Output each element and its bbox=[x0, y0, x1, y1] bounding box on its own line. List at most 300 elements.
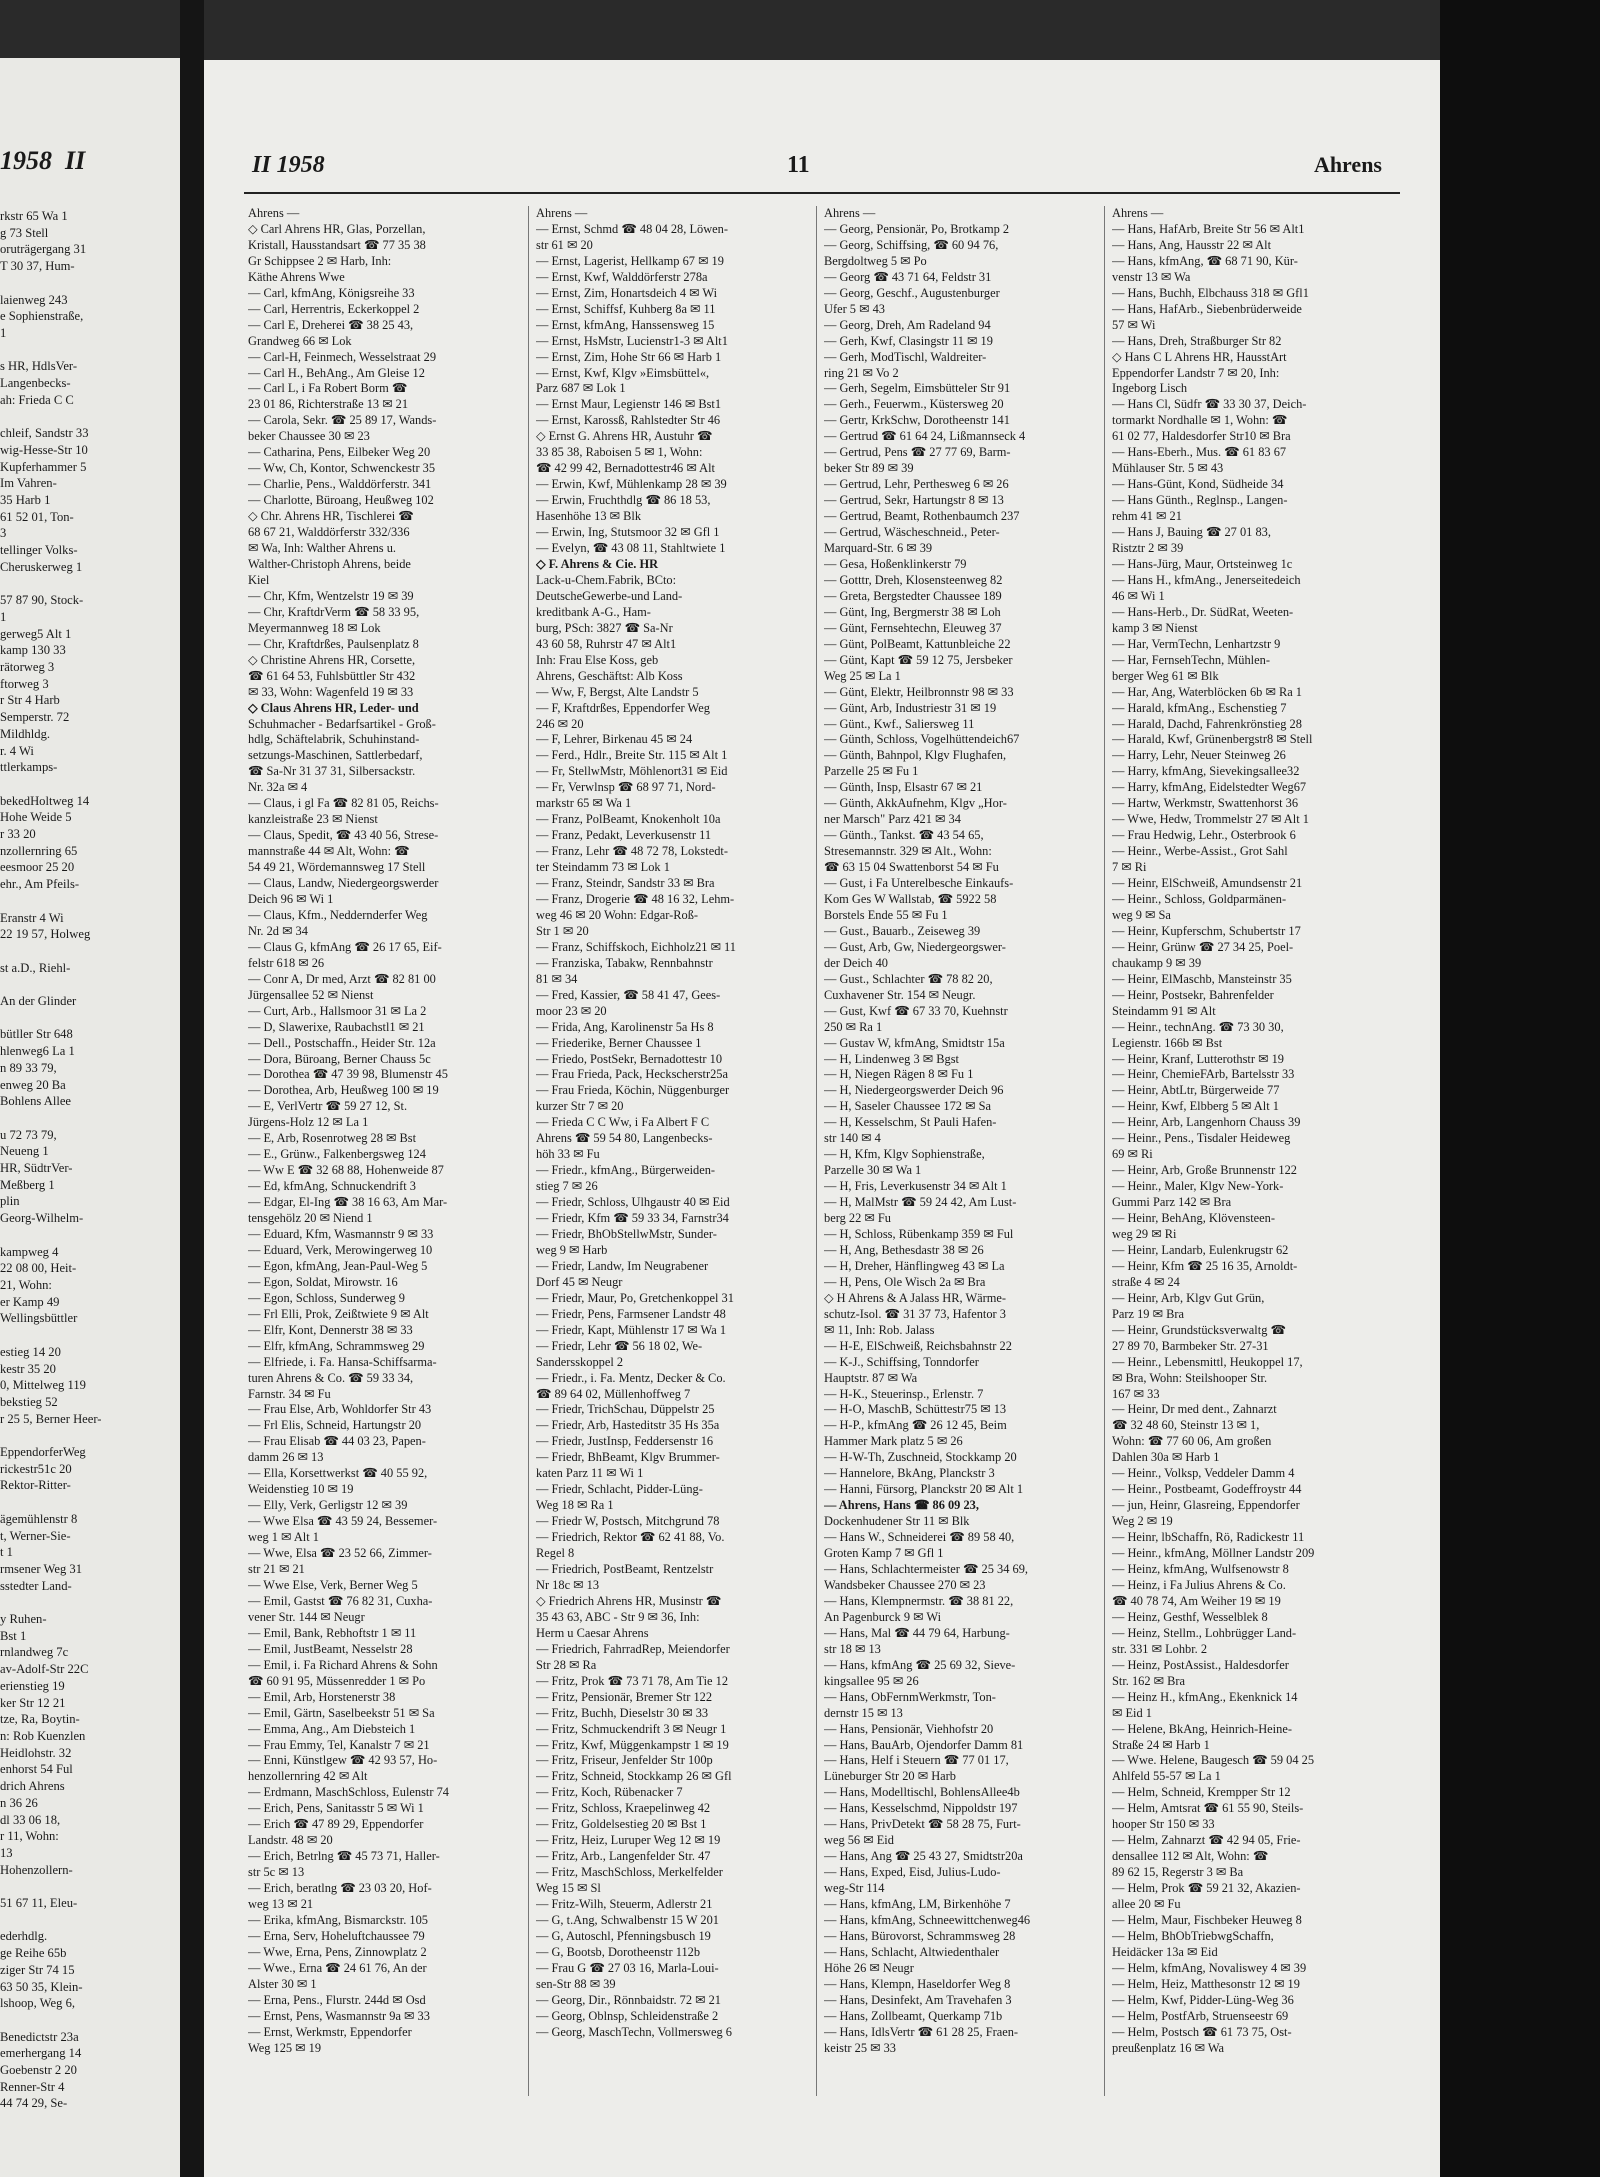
directory-entry-line: — Gust., Bauarb., Zeiseweg 39 bbox=[824, 923, 981, 938]
directory-entry-line: — Carl E, Dreherei ☎ 38 25 43, bbox=[248, 317, 414, 332]
left-page-line: r. 4 Wi bbox=[0, 743, 34, 758]
left-page-line: 44 74 29, Se- bbox=[0, 2096, 68, 2111]
directory-entry-line: ✉ 11, Inh: Rob. Jalass bbox=[824, 1322, 935, 1337]
directory-entry-line: — Heinr, Kfm ☎ 25 16 35, Arnoldt- bbox=[1112, 1258, 1298, 1273]
directory-entry-line: — Harry, kfmAng, Sievekingsallee32 bbox=[1112, 764, 1300, 779]
left-page-line: r Str 4 Harb bbox=[0, 693, 60, 708]
directory-entry-line: 250 ✉ Ra 1 bbox=[824, 1019, 883, 1034]
left-page-line: 13 bbox=[0, 1845, 13, 1860]
directory-entry-line: — Emil, Arb, Horstenerstr 38 bbox=[248, 1689, 396, 1704]
directory-entry-line: 7 ✉ Ri bbox=[1112, 860, 1147, 875]
left-page-line: 1 bbox=[0, 325, 7, 340]
directory-entry-line: — Hans, kfmAng ☎ 25 69 32, Sieve- bbox=[824, 1657, 1016, 1672]
directory-entry-line: Kom Ges W Wallstab, ☎ 5922 58 bbox=[824, 891, 997, 906]
directory-entry-line: Hauptstr. 87 ✉ Wa bbox=[824, 1370, 918, 1385]
left-page-line: Im Vahren- bbox=[0, 476, 57, 491]
left-page-line: 63 50 35, Klein- bbox=[0, 1979, 83, 1994]
directory-entry-line: turen Ahrens & Co. ☎ 59 33 34, bbox=[248, 1370, 414, 1385]
directory-entry-line: — Chr, Kfm, Wentzelstr 19 ✉ 39 bbox=[248, 588, 414, 603]
directory-entry-line: vener Str. 144 ✉ Neugr bbox=[248, 1609, 365, 1624]
left-page-line: rkstr 65 Wa 1 bbox=[0, 209, 68, 223]
left-page-line: oruträgergang 31 bbox=[0, 242, 87, 257]
directory-entry-line: schutz-Isol. ☎ 31 37 73, Hafentor 3 bbox=[824, 1306, 1006, 1321]
left-page-line: estieg 14 20 bbox=[0, 1344, 61, 1359]
directory-entry-line: — Emil, Bank, Rebhoftstr 1 ✉ 11 bbox=[248, 1625, 417, 1640]
left-page-line: An der Glinder bbox=[0, 994, 77, 1009]
directory-entry-line: tormarkt Nordhalle ✉ 1, Wohn: ☎ bbox=[1112, 413, 1288, 428]
left-page-line: Langenbecks- bbox=[0, 376, 71, 391]
directory-entry-line: — Friedo, PostSekr, Bernadottestr 10 bbox=[536, 1051, 723, 1066]
left-page-line: hlenweg6 La 1 bbox=[0, 1044, 75, 1059]
directory-entry-line: — Harald, Kwf, Grünenbergstr8 ✉ Stell bbox=[1112, 732, 1313, 747]
directory-entry-line: — Erich, beratlng ☎ 23 03 20, Hof- bbox=[248, 1881, 432, 1896]
directory-entry-line: tensgehölz 20 ✉ Niend 1 bbox=[248, 1211, 373, 1226]
directory-entry-line: — Erna, Serv, Hoheluftchaussee 79 bbox=[248, 1928, 425, 1943]
directory-entry-line: Groten Kamp 7 ✉ Gfl 1 bbox=[824, 1546, 944, 1561]
directory-entry-line: — Georg, Geschf., Augustenburger bbox=[824, 285, 1000, 300]
directory-entry-line: — Dorothea ☎ 47 39 98, Blumenstr 45 bbox=[248, 1067, 448, 1082]
directory-entry-line: — Günt, Fernsehtechn, Eleuweg 37 bbox=[824, 620, 1002, 635]
directory-entry-line: — Gertr, KrkSchw, Dorotheenstr 141 bbox=[824, 413, 1010, 428]
left-page-line: Wellingsbüttler bbox=[0, 1311, 78, 1326]
directory-entry-line: — H, Niegen Rägen 8 ✉ Fu 1 bbox=[824, 1067, 974, 1082]
directory-column-1 bbox=[248, 206, 520, 2057]
directory-entry-line: — Erdmann, MaschSchloss, Eulenstr 74 bbox=[248, 1785, 449, 1800]
directory-entry-line: Weg 15 ✉ Sl bbox=[536, 1881, 601, 1896]
directory-entry-line: beker Str 89 ✉ 39 bbox=[824, 461, 914, 476]
directory-entry-line: — Friedr, Kapt, Mühlenstr 17 ✉ Wa 1 bbox=[536, 1322, 727, 1337]
directory-entry-line: — Ernst, Kwf, Walddörferstr 278a bbox=[536, 269, 708, 284]
directory-entry-line: Schuhmacher - Bedarfsartikel - Groß- bbox=[248, 716, 436, 731]
directory-entry-line: — Heinr., Lebensmittl, Heukoppel 17, bbox=[1112, 1354, 1303, 1369]
directory-entry-line: — Hans, IdlsVertr ☎ 61 28 25, Fraen- bbox=[824, 2024, 1019, 2039]
directory-entry-line: — Hans, Helf i Steuern ☎ 77 01 17, bbox=[824, 1753, 1009, 1768]
directory-entry-line: — Friedr., kfmAng., Bürgerweiden- bbox=[536, 1163, 716, 1178]
directory-entry-line: — Egon, kfmAng, Jean-Paul-Weg 5 bbox=[248, 1258, 428, 1273]
directory-column-4 bbox=[1112, 206, 1384, 2057]
directory-entry-line: — Friedr., i. Fa. Mentz, Decker & Co. bbox=[536, 1370, 726, 1385]
directory-entry-line: — Helm, Kwf, Pidder-Lüng-Weg 36 bbox=[1112, 1992, 1294, 2007]
directory-entry-line: — Heinz, Stellm., Lohbrügger Land- bbox=[1112, 1625, 1297, 1640]
directory-entry-line: — F, Kraftdrßes, Eppendorfer Weg bbox=[536, 700, 710, 715]
directory-entry-line: — H, Dreher, Hänflingweg 43 ✉ La bbox=[824, 1258, 1005, 1273]
directory-entry-line: — Hans H., kfmAng., Jenerseitedeich bbox=[1112, 572, 1301, 587]
directory-entry-line: Parz 19 ✉ Bra bbox=[1112, 1306, 1184, 1321]
directory-entry-line: — Frau Emmy, Tel, Kanalstr 7 ✉ 21 bbox=[248, 1737, 430, 1752]
directory-entry-line: — Georg, Schiffsing, ☎ 60 94 76, bbox=[824, 237, 999, 252]
directory-entry-line: Landstr. 48 ✉ 20 bbox=[248, 1833, 333, 1848]
directory-entry-line: — Friedr, Lehr ☎ 56 18 02, We- bbox=[536, 1338, 703, 1353]
directory-entry-line: — Heinr, Arb, Große Brunnenstr 122 bbox=[1112, 1163, 1297, 1178]
directory-entry-line: — Eduard, Kfm, Wasmannstr 9 ✉ 33 bbox=[248, 1227, 434, 1241]
left-page-line: ederhdlg. bbox=[0, 1929, 48, 1944]
left-page-line: rmsener Weg 31 bbox=[0, 1561, 82, 1576]
directory-entry-line: — Friedr, Arb, Hasteditstr 35 Hs 35a bbox=[536, 1418, 720, 1433]
directory-entry-line: Regel 8 bbox=[536, 1546, 575, 1561]
directory-entry-line: Herm u Caesar Ahrens bbox=[536, 1625, 649, 1640]
left-page-line: 21, Wohn: bbox=[0, 1278, 52, 1292]
directory-entry-line: — Hans, Klempn, Haseldorfer Weg 8 bbox=[824, 1976, 1011, 1991]
directory-entry-line: ☎ Sa-Nr 31 37 31, Silbersackstr. bbox=[248, 764, 416, 779]
directory-entry-line: — Hans, Schlacht, Altwiedenthaler bbox=[824, 1944, 1000, 1959]
directory-entry-line: 89 62 15, Regerstr 3 ✉ Ba bbox=[1112, 1865, 1244, 1880]
directory-entry-line: Grandweg 66 ✉ Lok bbox=[248, 333, 352, 348]
directory-entry-line: — Ella, Korsettwerkst ☎ 40 55 92, bbox=[248, 1466, 428, 1481]
directory-entry-line: ◇ F. Ahrens & Cie. HR bbox=[536, 556, 659, 571]
directory-entry-line: 23 01 86, Richterstraße 13 ✉ 21 bbox=[248, 397, 409, 412]
directory-entry-line: felstr 618 ✉ 26 bbox=[248, 955, 325, 970]
directory-entry-line: — Gustav W, kfmAng, Smidtstr 15a bbox=[824, 1035, 1005, 1050]
directory-entry-line: weg-Str 114 bbox=[824, 1881, 885, 1896]
directory-entry-line: — Hans, Klempnermstr. ☎ 38 81 22, bbox=[824, 1593, 1014, 1608]
directory-entry-line: ◇ Claus Ahrens HR, Leder- und bbox=[248, 700, 419, 715]
directory-entry-line: chaukamp 9 ✉ 39 bbox=[1112, 955, 1202, 970]
left-page-line: Hohenzollern- bbox=[0, 1862, 73, 1877]
directory-entry-line: — Egon, Soldat, Mirowstr. 16 bbox=[248, 1274, 398, 1289]
directory-entry-line: — Günth, Schloss, Vogelhüttendeich67 bbox=[824, 732, 1020, 747]
directory-entry-line: — Ernst, Schmd ☎ 48 04 28, Löwen- bbox=[536, 221, 728, 236]
directory-entry-line: — Claus G, kfmAng ☎ 26 17 65, Eif- bbox=[248, 939, 442, 954]
directory-entry-line: Jürgensallee 52 ✉ Nienst bbox=[248, 987, 374, 1002]
directory-entry-line: — Friedr, Landw, Im Neugrabener bbox=[536, 1258, 709, 1273]
left-page-line bbox=[0, 1327, 180, 1344]
directory-entry-line: weg 46 ✉ 20 Wohn: Edgar-Roß- bbox=[536, 907, 699, 922]
directory-entry-line: Nr. 2d ✉ 34 bbox=[248, 923, 308, 938]
directory-entry-line: 43 60 58, Ruhrstr 47 ✉ Alt1 bbox=[536, 636, 677, 651]
directory-entry-line: 61 02 77, Haldesdorfer Str10 ✉ Bra bbox=[1112, 429, 1291, 444]
directory-entry-line: — Gerh, Kwf, Clasingstr 11 ✉ 19 bbox=[824, 333, 993, 348]
directory-entry-line: ◇ Hans C L Ahrens HR, HausstArt bbox=[1112, 349, 1287, 364]
directory-entry-line: str 18 ✉ 13 bbox=[824, 1641, 881, 1656]
directory-entry-line: weg 9 ✉ Harb bbox=[536, 1242, 608, 1257]
directory-entry-line: rehm 41 ✉ 21 bbox=[1112, 509, 1182, 524]
directory-entry-line: ner Marsch" Parz 421 ✉ 34 bbox=[824, 812, 961, 827]
directory-entry-line: ☎ 63 15 04 Swattenborst 54 ✉ Fu bbox=[824, 860, 999, 875]
directory-entry-line: — H, Fris, Leverkusenstr 34 ✉ Alt 1 bbox=[824, 1179, 1007, 1194]
directory-entry-line: — Hans J, Bauing ☎ 27 01 83, bbox=[1112, 525, 1271, 540]
left-page-line: n 89 33 79, bbox=[0, 1060, 57, 1075]
directory-entry-line: — Ww, F, Bergst, Alte Landstr 5 bbox=[536, 684, 699, 699]
column-divider bbox=[816, 206, 817, 2096]
directory-entry-line: — Fritz, Heiz, Luruper Weg 12 ✉ 19 bbox=[536, 1833, 721, 1848]
directory-entry-line: — Frau Hedwig, Lehr., Osterbrook 6 bbox=[1112, 828, 1296, 843]
directory-entry-line: Str. 162 ✉ Bra bbox=[1112, 1673, 1186, 1688]
directory-entry-line: — Günt, Kapt ☎ 59 12 75, Jersbeker bbox=[824, 652, 1013, 667]
left-page-line bbox=[0, 408, 180, 425]
directory-entry-line: — Emma, Ang., Am Diebsteich 1 bbox=[248, 1721, 416, 1736]
left-page-line: Benedictstr 23a bbox=[0, 2029, 79, 2044]
directory-entry-line: — Erich, Betrlng ☎ 45 73 71, Haller- bbox=[248, 1849, 440, 1864]
directory-entry-line: Stresemannstr. 329 ✉ Alt., Wohn: bbox=[824, 844, 992, 859]
left-page-line: 51 67 11, Eleu- bbox=[0, 1896, 78, 1911]
left-page-line: 61 52 01, Ton- bbox=[0, 509, 74, 524]
directory-entry-line: — Hans, kfmAng, LM, Birkenhöhe 7 bbox=[824, 1897, 1011, 1912]
left-page-line: laienweg 243 bbox=[0, 292, 68, 307]
directory-entry-line: — Ernst, Lagerist, Hellkamp 67 ✉ 19 bbox=[536, 253, 724, 268]
directory-entry-line: — Georg, Dreh, Am Radeland 94 bbox=[824, 317, 991, 332]
directory-entry-line: str 61 ✉ 20 bbox=[536, 237, 593, 252]
directory-entry-line: Ahlfeld 55-57 ✉ La 1 bbox=[1112, 1769, 1221, 1784]
directory-entry-line: — Hans Günth., Reglnsp., Langen- bbox=[1112, 493, 1288, 508]
directory-entry-line: — Günt, Arb, Industriestr 31 ✉ 19 bbox=[824, 700, 997, 715]
directory-entry-line: — Eduard, Verk, Merowingerweg 10 bbox=[248, 1242, 433, 1257]
left-page-line: plin bbox=[0, 1194, 20, 1209]
directory-entry-line: Jürgens-Holz 12 ✉ La 1 bbox=[248, 1115, 369, 1130]
left-page-line: erienstieg 19 bbox=[0, 1678, 65, 1693]
directory-entry-line: — Har, VermTechn, Lenhartzstr 9 bbox=[1112, 636, 1281, 651]
directory-entry-line: — Günt, Elektr, Heilbronnstr 98 ✉ 33 bbox=[824, 684, 1014, 699]
directory-entry-line: — Gertrud, Beamt, Rothenbaumch 237 bbox=[824, 509, 1020, 524]
directory-entry-line: 46 ✉ Wi 1 bbox=[1112, 588, 1165, 603]
directory-entry-line: — Hans, Buchh, Elbchauss 318 ✉ Gfl1 bbox=[1112, 285, 1309, 300]
left-page-line: av-Adolf-Str 22C bbox=[0, 1662, 89, 1677]
directory-entry-line: — Gust, Arb, Gw, Niedergeorgswer- bbox=[824, 939, 1006, 954]
directory-entry-line: — Helm, Prok ☎ 59 21 32, Akazien- bbox=[1112, 1881, 1301, 1896]
directory-entry-line: — Fritz, Schmuckendrift 3 ✉ Neugr 1 bbox=[536, 1721, 727, 1736]
directory-entry-line: — Emil, Gärtn, Saselbeekstr 51 ✉ Sa bbox=[248, 1705, 435, 1720]
directory-entry-line: — Friedr, TrichSchau, Düppelstr 25 bbox=[536, 1402, 715, 1417]
left-page-line: g 73 Stell bbox=[0, 225, 49, 240]
directory-entry-line: ◇ Chr. Ahrens HR, Tischlerei ☎ bbox=[248, 509, 414, 524]
directory-entry-line: — Hans, Bürovorst, Schrammsweg 28 bbox=[824, 1928, 1016, 1943]
directory-entry-line: — Harald, Dachd, Fahrenkrönstieg 28 bbox=[1112, 716, 1302, 731]
directory-entry-line: — Heinr, Kwf, Elbberg 5 ✉ Alt 1 bbox=[1112, 1099, 1279, 1114]
directory-entry-line: — Hans, BauArb, Ojendorfer Damm 81 bbox=[824, 1737, 1024, 1752]
directory-entry-line: — Heinr, ElMaschb, Mansteinstr 35 bbox=[1112, 971, 1292, 986]
left-page-line: Goebenstr 2 20 bbox=[0, 2063, 77, 2078]
left-page-line: enweg 20 Ba bbox=[0, 1077, 66, 1092]
directory-entry-line: — Franz, Drogerie ☎ 48 16 32, Lehm- bbox=[536, 891, 735, 906]
directory-entry-line: — Friedr, Schlacht, Pidder-Lüng- bbox=[536, 1482, 703, 1497]
directory-entry-line: ☎ 42 99 42, Bernadottestr46 ✉ Alt bbox=[536, 461, 715, 476]
directory-entry-line: — Heinz H., kfmAng., Ekenknick 14 bbox=[1112, 1689, 1298, 1704]
directory-entry-line: — jun, Heinr, Glasreing, Eppendorfer bbox=[1112, 1498, 1300, 1513]
directory-entry-line: — Charlotte, Büroang, Heußweg 102 bbox=[248, 493, 434, 508]
directory-entry-line: — Friederike, Berner Chaussee 1 bbox=[536, 1035, 702, 1050]
directory-entry-line: — G, t.Ang, Schwalbenstr 15 W 201 bbox=[536, 1912, 719, 1927]
directory-entry-line: — Chr, Kraftdrßes, Paulsenplatz 8 bbox=[248, 636, 419, 651]
directory-entry-line: Ahrens — bbox=[1112, 206, 1164, 220]
directory-entry-line: 69 ✉ Ri bbox=[1112, 1147, 1153, 1162]
directory-entry-line: ter Steindamm 73 ✉ Lok 1 bbox=[536, 860, 670, 875]
directory-entry-line: — Erna, Pens., Flurstr. 244d ✉ Osd bbox=[248, 1992, 426, 2007]
directory-entry-line: — Friedr, BhBeamt, Klgv Brummer- bbox=[536, 1450, 720, 1465]
directory-entry-line: — Hans, Dreh, Straßburger Str 82 bbox=[1112, 333, 1282, 348]
directory-entry-line: — Hans W., Schneiderei ☎ 89 58 40, bbox=[824, 1530, 1015, 1545]
left-page-line: e Sophienstraße, bbox=[0, 309, 84, 324]
left-page-line: T 30 37, Hum- bbox=[0, 259, 75, 274]
directory-entry-line: Legienstr. 166b ✉ Bst bbox=[1112, 1035, 1223, 1050]
directory-entry-line: — Heinr., Postbeamt, Godeffroystr 44 bbox=[1112, 1482, 1302, 1497]
directory-entry-line: — Heinr., Pens., Tisdaler Heideweg bbox=[1112, 1131, 1291, 1146]
directory-entry-line: Hammer Mark platz 5 ✉ 26 bbox=[824, 1434, 963, 1449]
directory-entry-line: — Erich ☎ 47 89 29, Eppendorfer bbox=[248, 1817, 424, 1832]
left-page-line bbox=[0, 275, 180, 292]
directory-entry-line: — Helm, Schneid, Krempper Str 12 bbox=[1112, 1785, 1291, 1800]
directory-entry-line: — Wwe, Elsa ☎ 23 52 66, Zimmer- bbox=[248, 1546, 432, 1561]
directory-entry-line: — Fritz, Buchh, Dieselstr 30 ✉ 33 bbox=[536, 1705, 709, 1720]
directory-entry-line: — Frieda C C Ww, i Fa Albert F C bbox=[536, 1115, 710, 1130]
directory-entry-line: — Heinr., Maler, Klgv New-York- bbox=[1112, 1179, 1284, 1194]
directory-entry-line: — Enni, Künstlgew ☎ 42 93 57, Ho- bbox=[248, 1753, 438, 1768]
directory-entry-line: — Claus, Kfm., Neddernderfer Weg bbox=[248, 907, 428, 922]
directory-entry-line: Kristall, Hausstandsart ☎ 77 35 38 bbox=[248, 237, 426, 252]
directory-entry-line: — Ernst, Schiffsf, Kuhberg 8a ✉ 11 bbox=[536, 301, 716, 316]
left-page-line: ziger Str 74 15 bbox=[0, 1962, 75, 1977]
directory-entry-line: — Heinz, Gesthf, Wesselblek 8 bbox=[1112, 1609, 1268, 1624]
directory-entry-line: — Günth, Bahnpol, Klgv Flughafen, bbox=[824, 748, 1007, 763]
left-page-line: 1 bbox=[0, 609, 7, 624]
directory-entry-line: Parzelle 25 ✉ Fu 1 bbox=[824, 764, 919, 779]
directory-entry-line: — Wwe., Erna ☎ 24 61 76, An der bbox=[248, 1960, 427, 1975]
left-page-line: Meßberg 1 bbox=[0, 1177, 55, 1192]
directory-entry-line: — Hans, Exped, Eisd, Julius-Ludo- bbox=[824, 1865, 1001, 1880]
directory-entry-line: — Heinr, Arb, Langenhorn Chauss 39 bbox=[1112, 1115, 1301, 1130]
directory-entry-line: Nr 18c ✉ 13 bbox=[536, 1577, 600, 1592]
directory-entry-line: — Hans, Schlachtermeister ☎ 25 34 69, bbox=[824, 1562, 1029, 1577]
directory-entry-line: — Heinr., Volksp, Veddeler Damm 4 bbox=[1112, 1466, 1295, 1481]
directory-entry-line: setzungs-Maschinen, Sattlerbedarf, bbox=[248, 748, 423, 763]
directory-entry-line: ✉ 33, Wohn: Wagenfeld 19 ✉ 33 bbox=[248, 684, 414, 699]
directory-entry-line: — Fritz, Koch, Rübenacker 7 bbox=[536, 1785, 683, 1800]
directory-entry-line: Parz 687 ✉ Lok 1 bbox=[536, 381, 626, 396]
left-page-line bbox=[0, 1227, 180, 1244]
left-page-line: ttlerkamps- bbox=[0, 760, 58, 775]
directory-entry-line: — Hans, Ang, Hausstr 22 ✉ Alt bbox=[1112, 237, 1272, 252]
directory-entry-line: — Hans, Desinfekt, Am Travehafen 3 bbox=[824, 1992, 1012, 2007]
directory-entry-line: — Wwe Elsa ☎ 43 59 24, Bessemer- bbox=[248, 1514, 438, 1529]
directory-entry-line: Ahrens — bbox=[248, 206, 300, 220]
directory-entry-line: densallee 112 ✉ Alt, Wohn: ☎ bbox=[1112, 1849, 1269, 1864]
directory-entry-line: — Curt, Arb., Hallsmoor 31 ✉ La 2 bbox=[248, 1003, 427, 1018]
left-page-line: Bohlens Allee bbox=[0, 1094, 72, 1109]
directory-entry-line: — D, Slawerixe, Raubachstl1 ✉ 21 bbox=[248, 1019, 425, 1034]
left-page-line: Mildhldg. bbox=[0, 726, 51, 741]
directory-entry-line: sen-Str 88 ✉ 39 bbox=[536, 1976, 616, 1991]
directory-entry-line: — Helm, Amtsrat ☎ 61 55 90, Steils- bbox=[1112, 1801, 1304, 1816]
directory-entry-line: — Hanni, Fürsorg, Planckstr 20 ✉ Alt 1 bbox=[824, 1482, 1024, 1497]
directory-entry-line: — Heinr, Kupferschm, Schubertstr 17 bbox=[1112, 923, 1301, 938]
directory-entry-line: — Hans Cl, Südfr ☎ 33 30 37, Deich- bbox=[1112, 397, 1307, 412]
directory-entry-line: — Emil, Gastst ☎ 76 82 31, Cuxha- bbox=[248, 1593, 433, 1608]
directory-entry-line: 81 ✉ 34 bbox=[536, 971, 578, 986]
left-page-line: n 36 26 bbox=[0, 1795, 38, 1810]
directory-entry-line: ✉ Wa, Inh: Walther Ahrens u. bbox=[248, 541, 396, 556]
directory-entry-line: Weg 2 ✉ 19 bbox=[1112, 1514, 1173, 1529]
directory-entry-line: 27 89 70, Barmbeker Str. 27-31 bbox=[1112, 1338, 1269, 1353]
directory-entry-line: — Franz, Steindr, Sandstr 33 ✉ Bra bbox=[536, 876, 715, 891]
directory-entry-line: — Georg, Pensionär, Po, Brotkamp 2 bbox=[824, 221, 1010, 236]
directory-entry-line: — Egon, Schloss, Sunderweg 9 bbox=[248, 1290, 405, 1305]
directory-entry-line: — Heinr, ElSchweiß, Amundsenstr 21 bbox=[1112, 876, 1303, 891]
directory-entry-line: — Heinr., Schloss, Goldparmänen- bbox=[1112, 891, 1287, 906]
directory-entry-line: beker Chaussee 30 ✉ 23 bbox=[248, 429, 370, 444]
directory-entry-line: berger Weg 61 ✉ Blk bbox=[1112, 668, 1219, 683]
directory-entry-line: 167 ✉ 33 bbox=[1112, 1386, 1160, 1401]
directory-entry-line: — Georg ☎ 43 71 64, Feldstr 31 bbox=[824, 269, 992, 284]
left-page-line bbox=[0, 1010, 180, 1027]
directory-entry-line: — Frida, Ang, Karolinenstr 5a Hs 8 bbox=[536, 1019, 714, 1034]
directory-entry-line: — Hannelore, BkAng, Planckstr 3 bbox=[824, 1466, 995, 1481]
left-page-line: ker Str 12 21 bbox=[0, 1695, 66, 1710]
directory-entry-line: 54 49 21, Wördemannsweg 17 Stell bbox=[248, 860, 426, 875]
directory-entry-line: — Gust, i Fa Unterelbesche Einkaufs- bbox=[824, 876, 1014, 891]
left-page-line: Georg-Wilhelm- bbox=[0, 1211, 84, 1226]
left-page-line: r 11, Wohn: bbox=[0, 1829, 59, 1844]
directory-entry-line: An Pagenburck 9 ✉ Wi bbox=[824, 1609, 942, 1624]
directory-entry-line: — Claus, i gl Fa ☎ 82 81 05, Reichs- bbox=[248, 796, 439, 811]
left-page-line: Kupferhammer 5 bbox=[0, 459, 87, 474]
directory-entry-line: — Günt, Ing, Bergmerstr 38 ✉ Loh bbox=[824, 604, 1001, 619]
directory-entry-line: — Fritz, MaschSchloss, Merkelfelder bbox=[536, 1865, 723, 1880]
directory-entry-line: — Fr, Verwlnsp ☎ 68 97 71, Nord- bbox=[536, 780, 716, 795]
left-page-line: 22 19 57, Holweg bbox=[0, 927, 91, 942]
directory-entry-line: straße 4 ✉ 24 bbox=[1112, 1274, 1180, 1289]
directory-entry-line: — Günt., Kwf., Saliersweg 11 bbox=[824, 716, 975, 731]
left-page-line: 0, Mittelweg 119 bbox=[0, 1378, 86, 1393]
directory-entry-line: — Friedr, Schloss, Ulhgaustr 40 ✉ Eid bbox=[536, 1195, 730, 1210]
directory-entry-line: — H, Kfm, Klgv Sophienstraße, bbox=[824, 1147, 985, 1162]
left-page-line bbox=[0, 575, 180, 592]
directory-entry-line: hdlg, Schäftelabrik, Schuhinstand- bbox=[248, 732, 420, 747]
directory-entry-line: burg, PSch: 3827 ☎ Sa-Nr bbox=[536, 620, 673, 635]
directory-entry-line: DeutscheGewerbe-und Land- bbox=[536, 588, 683, 603]
directory-entry-line: — Franz, Lehr ☎ 48 72 78, Lokstedt- bbox=[536, 844, 728, 859]
directory-entry-line: Bergdoltweg 5 ✉ Po bbox=[824, 253, 927, 268]
directory-entry-line: — Evelyn, ☎ 43 08 11, Stahltwiete 1 bbox=[536, 541, 726, 556]
directory-entry-line: Wohn: ☎ 77 60 06, Am großen bbox=[1112, 1434, 1272, 1449]
left-page-line: nzollernring 65 bbox=[0, 843, 78, 858]
directory-entry-line: ☎ 40 78 74, Am Weiher 19 ✉ 19 bbox=[1112, 1593, 1281, 1608]
book-gutter bbox=[180, 0, 204, 2177]
directory-entry-line: — Hans, Ang ☎ 25 43 27, Smidtstr20a bbox=[824, 1849, 1023, 1864]
left-page-line: bekedHoltweg 14 bbox=[0, 793, 90, 808]
directory-entry-line: Ahrens ☎ 59 54 80, Langenbecks- bbox=[536, 1131, 713, 1146]
directory-entry-line: — Georg, MaschTechn, Vollmersweg 6 bbox=[536, 2024, 732, 2039]
left-page-line bbox=[0, 1110, 180, 1127]
directory-entry-line: — Ernst, Kwf, Klgv »Eimsbüttel«, bbox=[536, 365, 710, 380]
directory-entry-line: — Conr A, Dr med, Arzt ☎ 82 81 00 bbox=[248, 971, 436, 986]
directory-entry-line: — Ernst, Karossß, Rahlstedter Str 46 bbox=[536, 413, 721, 428]
directory-entry-line: Weidenstieg 10 ✉ 19 bbox=[248, 1482, 354, 1497]
directory-entry-line: — Frau G ☎ 27 03 16, Marla-Loui- bbox=[536, 1960, 719, 1975]
directory-entry-line: — Ernst, kfmAng, Hanssensweg 15 bbox=[536, 317, 715, 332]
directory-entry-line: — Gerh., Feuerwm., Küstersweg 20 bbox=[824, 397, 1004, 412]
directory-entry-line: — Ernst, HsMstr, Lucienstr1-3 ✉ Alt1 bbox=[536, 333, 728, 348]
directory-entry-line: — Wwe Else, Verk, Berner Weg 5 bbox=[248, 1577, 418, 1592]
directory-entry-line: ☎ 61 64 53, Fuhlsbüttler Str 432 bbox=[248, 668, 416, 683]
directory-entry-line: — Hans-Jürg, Maur, Ortsteinweg 1c bbox=[1112, 556, 1293, 571]
left-page-line: ah: Frieda C C bbox=[0, 392, 74, 407]
directory-entry-line: Nr. 32a ✉ 4 bbox=[248, 780, 308, 795]
directory-entry-line: — Georg, Oblnsp, Schleidenstraße 2 bbox=[536, 2008, 719, 2023]
directory-entry-line: — Elfr, Kont, Dennerstr 38 ✉ 33 bbox=[248, 1322, 413, 1337]
directory-entry-line: — Friedr, Pens, Farmsener Landstr 48 bbox=[536, 1306, 726, 1321]
directory-entry-line: — Fritz, Kwf, Müggenkampstr 1 ✉ 19 bbox=[536, 1737, 729, 1752]
directory-entry-line: — Georg, Dir., Rönnbaidstr. 72 ✉ 21 bbox=[536, 1992, 721, 2007]
left-page-line: lshoop, Weg 6, bbox=[0, 1996, 76, 2011]
left-page-header: 1958 II bbox=[0, 146, 86, 175]
directory-entry-line: Ahrens — bbox=[824, 206, 876, 220]
directory-entry-line: — Hartw, Werkmstr, Swattenhorst 36 bbox=[1112, 796, 1299, 811]
page-number: 11 bbox=[787, 152, 810, 178]
directory-entry-line: — Günth., Tankst. ☎ 43 54 65, bbox=[824, 828, 984, 843]
directory-entry-line: — Charlie, Pens., Walddörferstr. 341 bbox=[248, 477, 432, 492]
directory-entry-line: ☎ 60 91 95, Müssenredder 1 ✉ Po bbox=[248, 1673, 426, 1688]
directory-entry-line: — Fritz, Friseur, Jenfelder Str 100p bbox=[536, 1753, 713, 1768]
directory-entry-line: Wandsbeker Chaussee 270 ✉ 23 bbox=[824, 1577, 986, 1592]
directory-entry-line: — H-O, MaschB, Schüttestr75 ✉ 13 bbox=[824, 1402, 1007, 1417]
